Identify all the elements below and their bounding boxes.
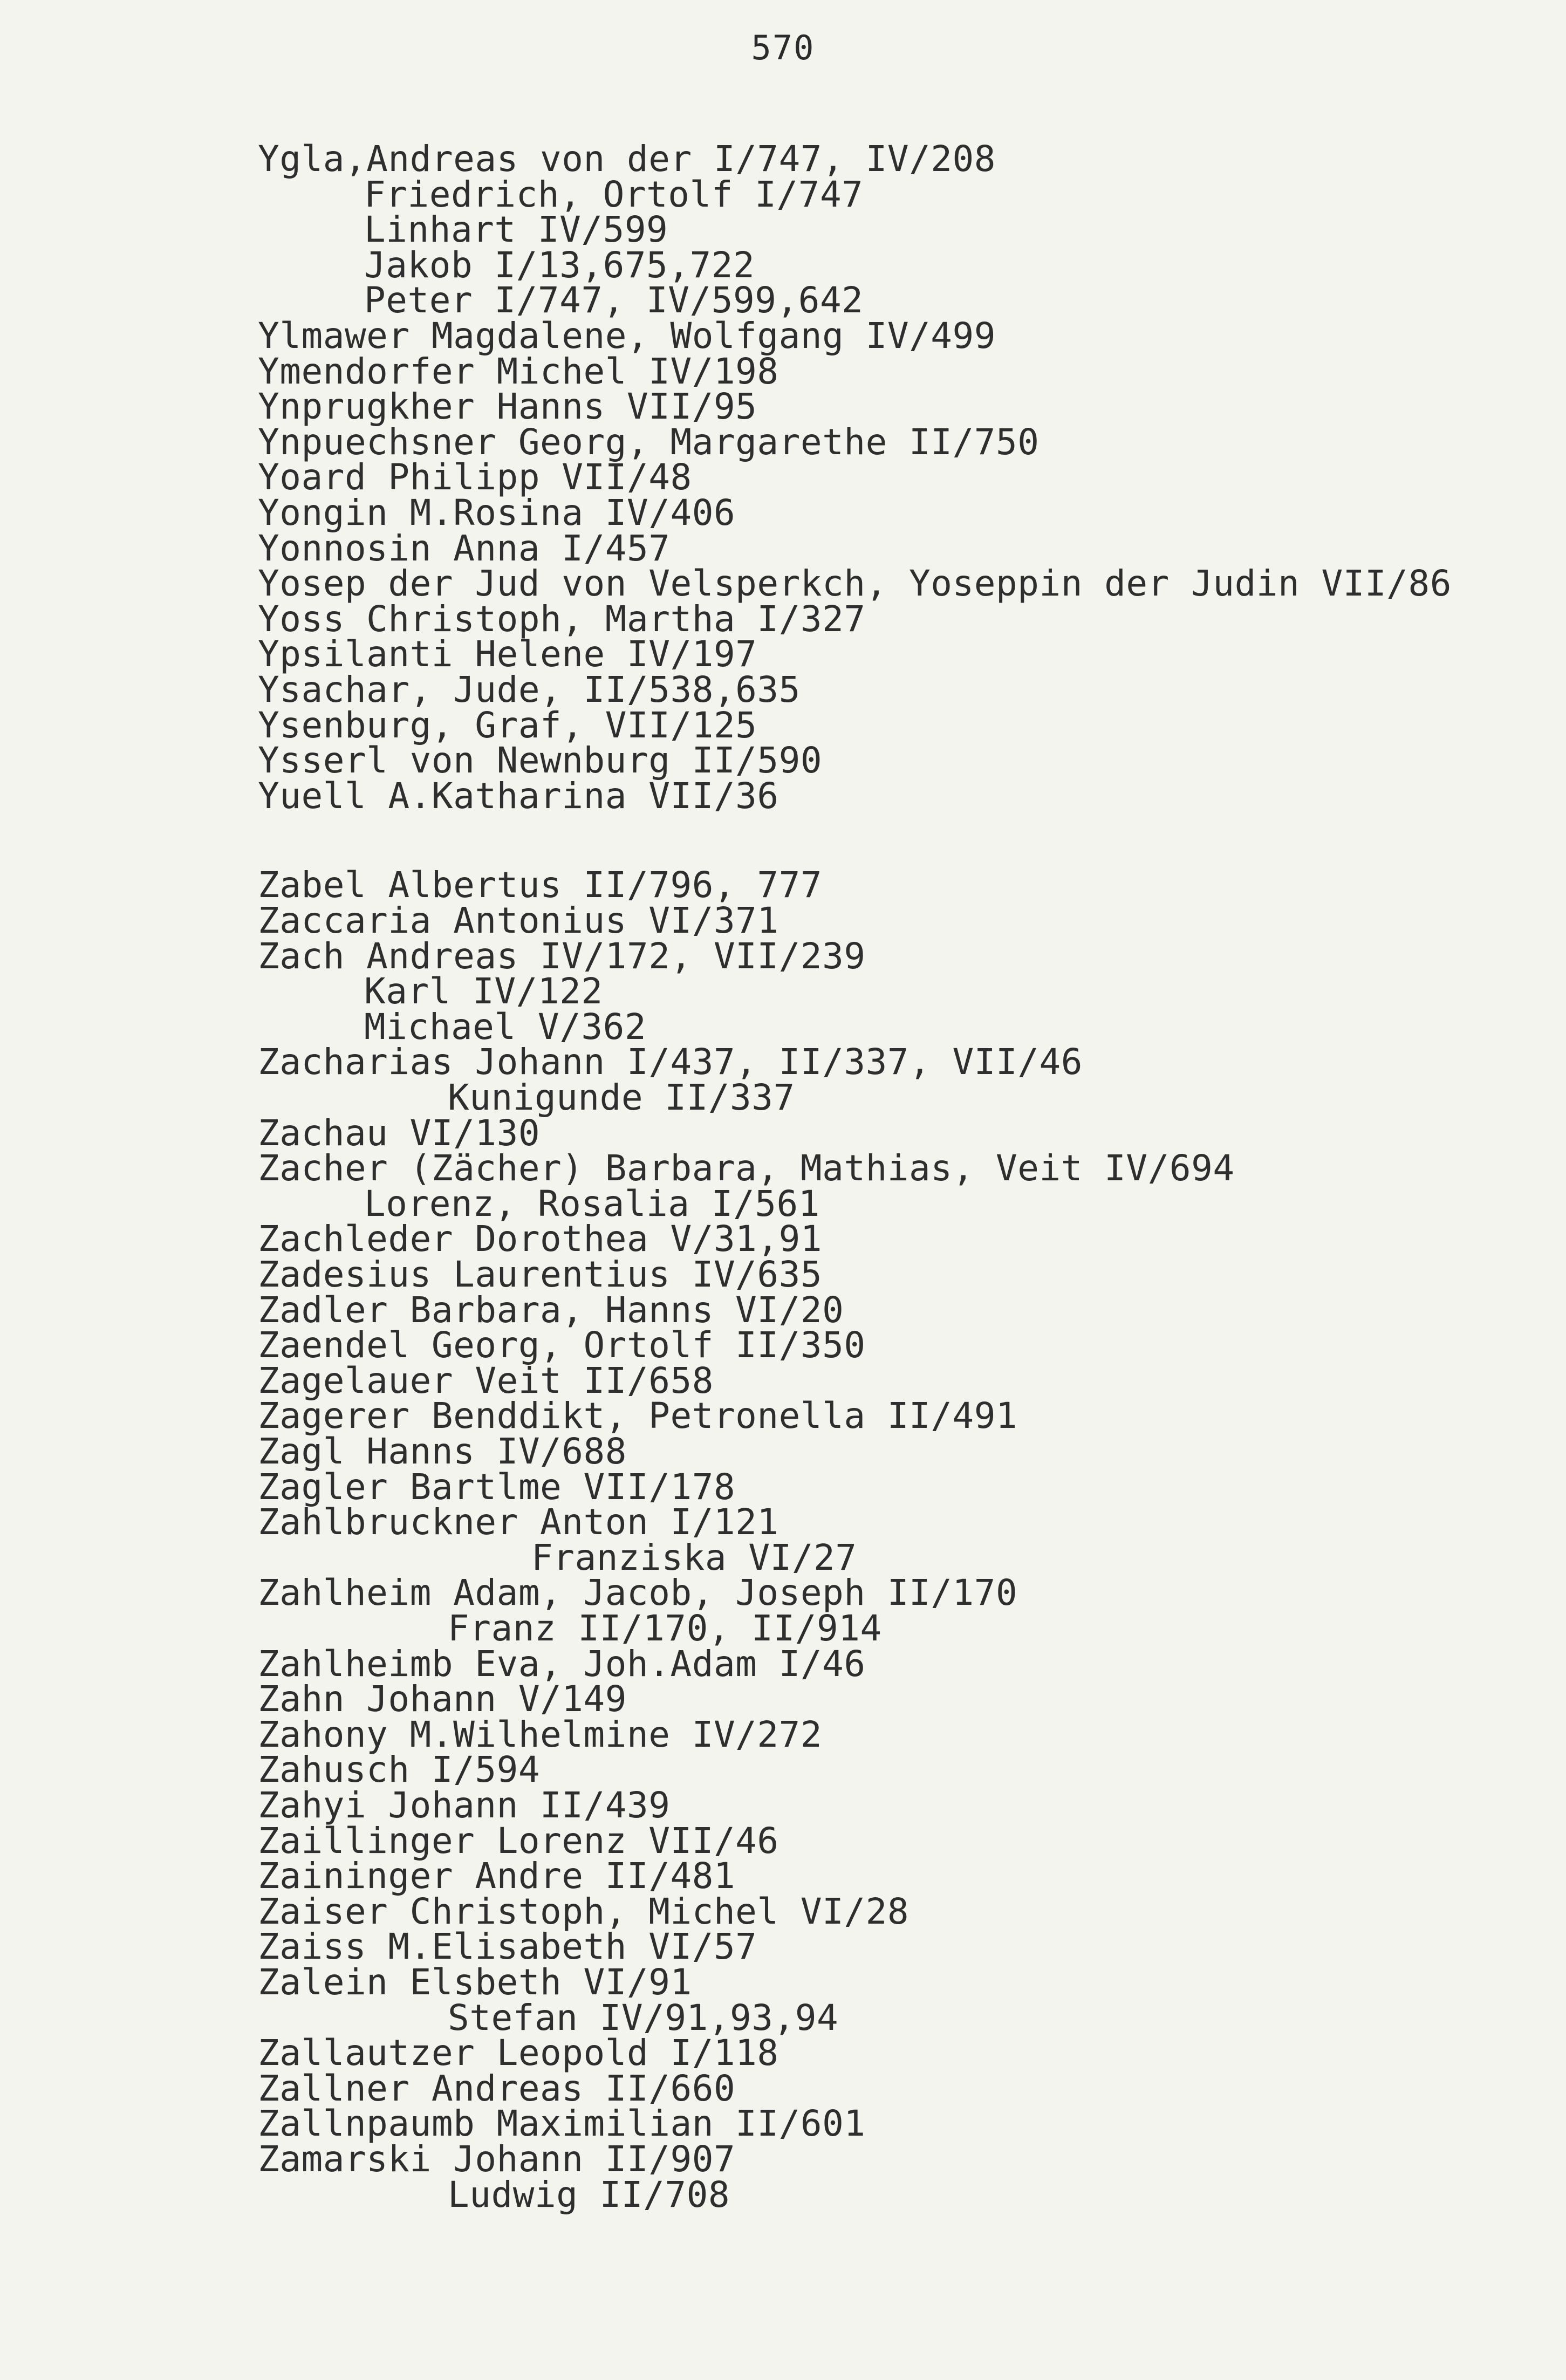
index-entry: Zachau VI/130 xyxy=(258,1112,541,1154)
index-entry: Zach Andreas IV/172, VII/239 xyxy=(258,935,866,977)
index-entry: Karl IV/122 xyxy=(364,970,603,1012)
index-entry: Zacharias Johann I/437, II/337, VII/46 xyxy=(258,1041,1083,1083)
index-entry: Zahusch I/594 xyxy=(258,1749,541,1790)
index-entry: Ylmawer Magdalene, Wolfgang IV/499 xyxy=(258,315,996,357)
index-entry: Zaccaria Antonius VI/371 xyxy=(258,900,779,941)
index-entry: Zadesius Laurentius IV/635 xyxy=(258,1254,823,1295)
index-entry: Zachleder Dorothea V/31,91 xyxy=(258,1218,823,1260)
index-entry: Zamarski Johann II/907 xyxy=(258,2138,736,2180)
index-entry: Zallner Andreas II/660 xyxy=(258,2068,736,2109)
index-entry: Peter I/747, IV/599,642 xyxy=(364,279,864,321)
index-entry: Zallnpaumb Maximilian II/601 xyxy=(258,2103,866,2144)
index-entry: Zahyi Johann II/439 xyxy=(258,1784,671,1826)
index-entry: Ynprugkher Hanns VII/95 xyxy=(258,386,757,427)
index-entry: Zaiss M.Elisabeth VI/57 xyxy=(258,1926,757,1967)
index-entry: Ynpuechsner Georg, Margarethe II/750 xyxy=(258,421,1040,463)
index-entry: Zahlbruckner Anton I/121 xyxy=(258,1501,779,1543)
index-entry: Linhart IV/599 xyxy=(364,209,668,250)
index-entry: Kunigunde II/337 xyxy=(448,1077,795,1118)
index-entry: Ysenburg, Graf, VII/125 xyxy=(258,705,757,746)
index-entry: Zallautzer Leopold I/118 xyxy=(258,2032,779,2074)
index-entry: Zahony M.Wilhelmine IV/272 xyxy=(258,1714,823,1755)
index-entry: Yosep der Jud von Velsperkch, Yoseppin der Judin VII/86 xyxy=(258,563,1452,604)
index-entry: Zagerer Benddikt, Petronella II/491 xyxy=(258,1395,1018,1437)
index-entry: Zadler Barbara, Hanns VI/20 xyxy=(258,1289,844,1331)
index-entry: Zagler Bartlme VII/178 xyxy=(258,1466,736,1508)
index-entry: Zacher (Zächer) Barbara, Mathias, Veit IV/694 xyxy=(258,1147,1235,1189)
page-number: 570 xyxy=(751,28,815,67)
index-entry: Franz II/170, II/914 xyxy=(448,1608,882,1649)
index-entry: Franziska VI/27 xyxy=(531,1537,857,1578)
index-entry: Lorenz, Rosalia I/561 xyxy=(364,1183,820,1225)
index-entry: Zalein Elsbeth VI/91 xyxy=(258,1961,692,2003)
index-entry: Zahlheimb Eva, Joh.Adam I/46 xyxy=(258,1643,866,1685)
index-entry: Yoard Philipp VII/48 xyxy=(258,456,692,498)
index-entry: Zahlheim Adam, Jacob, Joseph II/170 xyxy=(258,1572,1018,1613)
index-entry: Ysachar, Jude, II/538,635 xyxy=(258,669,801,710)
index-entry: Ysserl von Newnburg II/590 xyxy=(258,740,823,781)
index-entry: Yuell A.Katharina VII/36 xyxy=(258,775,779,817)
index-entry: Zahn Johann V/149 xyxy=(258,1678,627,1720)
index-entry: Friedrich, Ortolf I/747 xyxy=(364,174,864,215)
index-entry: Zaillinger Lorenz VII/46 xyxy=(258,1820,779,1862)
index-entry: Yoss Christoph, Martha I/327 xyxy=(258,598,866,640)
index-entry: Ygla,Andreas von der I/747, IV/208 xyxy=(258,138,996,180)
index-entry: Zagelauer Veit II/658 xyxy=(258,1360,714,1401)
index-entry: Zabel Albertus II/796, 777 xyxy=(258,864,823,906)
index-entry: Stefan IV/91,93,94 xyxy=(448,1997,839,2039)
index-entry: Zaendel Georg, Ortolf II/350 xyxy=(258,1324,866,1366)
index-entry: Ludwig II/708 xyxy=(448,2174,730,2215)
index-entry: Michael V/362 xyxy=(364,1006,647,1048)
index-entry: Zaiser Christoph, Michel VI/28 xyxy=(258,1891,909,1932)
index-entry: Yongin M.Rosina IV/406 xyxy=(258,492,736,534)
index-entry: Zaininger Andre II/481 xyxy=(258,1855,736,1897)
index-entry: Jakob I/13,675,722 xyxy=(364,244,755,286)
index-entry: Ymendorfer Michel IV/198 xyxy=(258,351,779,392)
index-entry: Zagl Hanns IV/688 xyxy=(258,1431,627,1472)
index-entry: Yonnosin Anna I/457 xyxy=(258,528,671,569)
index-entry: Ypsilanti Helene IV/197 xyxy=(258,633,757,675)
